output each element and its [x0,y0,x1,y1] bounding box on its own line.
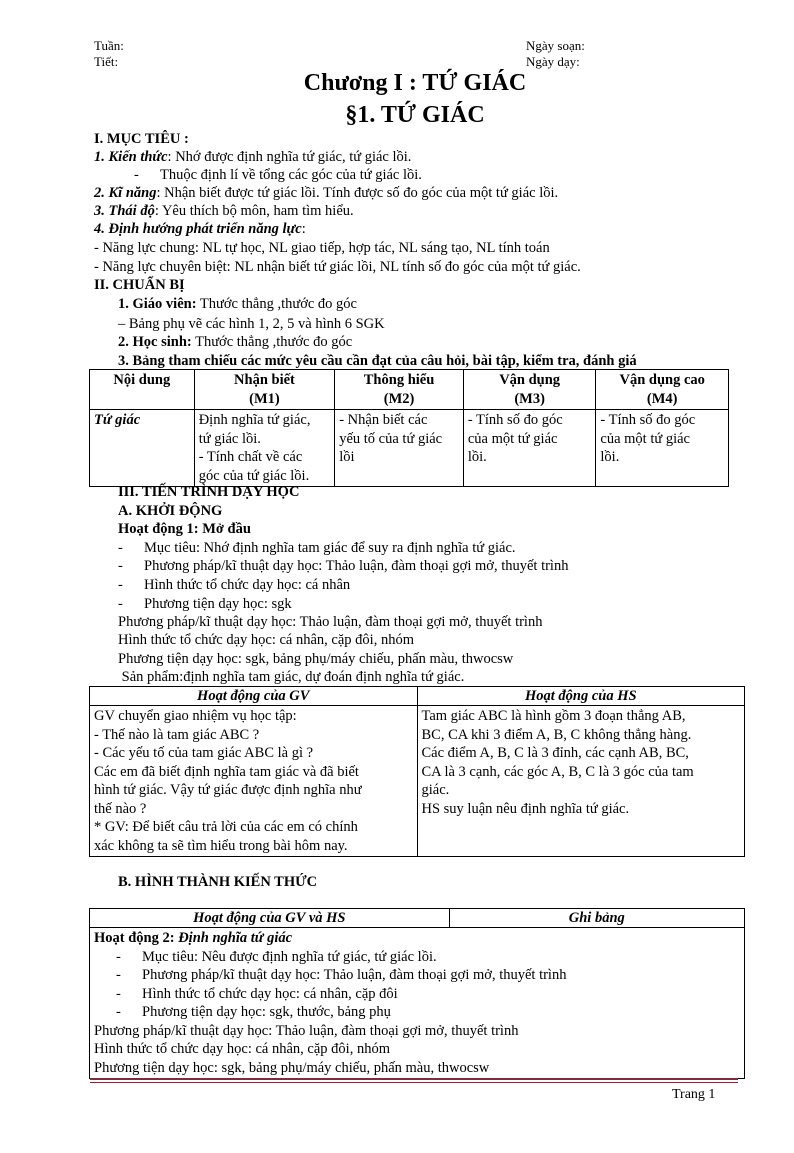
table-row [90,706,745,857]
gv-activity-cell: GV chuyển giao nhiệm vụ học tập: - Thế nào là tam giác ABC ? - Các yếu tố của tam giác ABC là gì ? Các em đã biết định nghĩa tam giác và đã biết hình tứ giác. Vậy tứ giác được định nghĩa như thế nào ? * GV: Để biết câu trả lời của các em có chính xác không ta sẽ tìm hiểu trong bài hôm nay. [90,706,418,857]
section-title: §1. TỨ GIÁC [345,102,485,128]
list-item: - Phương pháp/kĩ thuật dạy học: Thảo luận, đàm thoại gợi mở, thuyết trình [116,967,567,983]
reference-table [89,369,729,487]
competency-label: 4. Định hướng phát triển năng lực [94,221,302,237]
col-m4-header: Vận dụng cao (M4) [596,370,729,410]
attitude-label: 3. Thái độ [94,203,155,219]
knowledge-formation-heading: B. HÌNH THÀNH KIẾN THỨC [118,874,318,890]
plain-line: Phương pháp/kĩ thuật dạy học: Thảo luận, đàm thoại gợi mở, thuyết trình [94,1022,519,1039]
knowledge-sub: - Thuộc định lí về tổng các góc của tứ giác lồi. [134,167,422,183]
list-item: - Hình thức tổ chức dạy học: cá nhân [118,577,351,593]
footer-divider [90,1078,738,1080]
activity2-cell [90,928,745,1079]
activity1-heading: Hoạt động 1: Mở đầu [118,521,251,537]
student-text: Thước thẳng ,thước đo góc [191,334,353,350]
teacher-prep [118,295,357,313]
gvhs-activity-header: Hoạt động của GV và HS [90,909,450,928]
attitude-line [94,202,354,220]
plain-line: Hình thức tổ chức dạy học: cá nhân, cặp đôi, nhóm [118,632,414,648]
general-competency: - Năng lực chung: NL tự học, NL giao tiếp, hợp tác, NL sáng tạo, NL tính toán [94,240,550,256]
skill-label: 2. Kĩ năng [94,185,157,201]
activity2-label: Hoạt động 2: [94,930,179,946]
cell-m4: - Tính số đo góc của một tứ giác lồi. [596,410,729,487]
hs-activity-cell: Tam giác ABC là hình gồm 3 đoạn thẳng AB, BC, CA khi 3 điểm A, B, C không thẳng hàng. Các điểm A, B, C là 3 đỉnh, các cạnh AB, BC, CA là 3 cạnh, các góc A, B, C là 3 góc của tam giác. HS suy luận nêu định nghĩa tứ giác. [417,706,745,857]
col-content-header: Nội dung [90,370,195,410]
list-item: - Phương tiện dạy học: sgk [118,596,292,612]
list-item: - Mục tiêu: Nêu được định nghĩa tứ giác, tứ giác lồi. [116,948,437,965]
knowledge-line [94,148,411,166]
knowledge-sub-text: Thuộc định lí về tổng các góc của tứ giác lồi. [160,167,422,183]
teacher-label: 1. Giáo viên: [118,296,197,312]
preparation-heading: II. CHUẨN BỊ [94,277,185,293]
knowledge-table [89,908,745,1079]
teacher-prep-sub: – Bảng phụ vẽ các hình 1, 2, 5 và hình 6 SGK [118,316,385,332]
knowledge-label: 1. Kiến thức [94,149,168,165]
gv-activity-header: Hoạt động của GV [90,687,418,706]
plain-line: Phương pháp/kĩ thuật dạy học: Thảo luận, đàm thoại gợi mở, thuyết trình [118,614,543,630]
teacher-text: Thước thẳng ,thước đo góc [196,296,357,312]
table-row [90,928,745,1079]
objectives-heading: I. MỤC TIÊU : [94,131,189,147]
hs-activity-header: Hoạt động của HS [417,687,745,706]
attitude-text: : Yêu thích bộ môn, ham tìm hiểu. [154,203,354,219]
list-item: - Mục tiêu: Nhớ định nghĩa tam giác để suy ra định nghĩa tứ giác. [118,540,516,556]
list-item: - Phương pháp/kĩ thuật dạy học: Thảo luận, đàm thoại gợi mở, thuyết trình [118,558,569,574]
plain-line: Phương tiện dạy học: sgk, bảng phụ/máy chiếu, phấn màu, thwocsw [118,651,514,667]
competency-colon: : [301,221,306,237]
activity2-title: Định nghĩa tứ giác [178,930,293,946]
student-label: 2. Học sinh: [118,334,192,350]
board-notes-header: Ghi bảng [449,909,744,928]
cell-content: Tứ giác [90,410,195,487]
cell-m1: Định nghĩa tứ giác, tứ giác lồi. - Tính chất về các góc của tứ giác lồi. [194,410,335,487]
period-label: Tiết: [94,54,119,69]
list-item: - Hình thức tổ chức dạy học: cá nhân, cặp đôi [116,985,398,1002]
skill-text: : Nhận biết được tứ giác lồi. Tính được số đo góc của một tứ giác lồi. [156,185,559,201]
plain-line: Hình thức tổ chức dạy học: cá nhân, cặp đôi, nhóm [94,1041,390,1057]
week-label: Tuần: [94,38,124,53]
prep-date-label: Ngày soạn: [526,38,585,53]
cell-m2: - Nhận biết các yếu tố của tứ giác lồi [335,410,464,487]
reference-table-heading: 3. Bảng tham chiếu các mức yêu cầu cần đạt của câu hỏi, bài tập, kiểm tra, đánh giá [118,353,637,369]
startup-heading: A. KHỞI ĐỘNG [118,503,223,519]
col-m3-header: Vận dụng (M3) [463,370,596,410]
plain-line: Phương tiện dạy học: sgk, bảng phụ/máy chiếu, phấn màu, thwocsw [94,1059,490,1076]
page-number: Trang 1 [672,1087,716,1102]
process-heading: III. TIẾN TRÌNH DẠY HỌC [118,484,300,500]
col-m1-header: Nhận biết (M1) [194,370,335,410]
product-line: Sản phẩm:định nghĩa tam giác, dự đoán định nghĩa tứ giác. [118,669,465,685]
competency-line [94,220,306,238]
knowledge-text: : Nhớ được định nghĩa tứ giác, tứ giác lồi. [167,149,412,165]
table-row [90,410,729,487]
skill-line [94,184,558,202]
chapter-title: Chương I : TỨ GIÁC [303,70,527,96]
cell-m3: - Tính số đo góc của một tứ giác lồi. [463,410,596,487]
col-m2-header: Thông hiểu (M2) [335,370,464,410]
footer-divider-thin [90,1082,738,1083]
student-prep [118,333,352,351]
activity-table [89,686,745,857]
specific-competency: - Năng lực chuyên biệt: NL nhận biết tứ giác lồi, NL tính số đo góc của một tứ giác. [94,259,581,275]
list-item: - Phương tiện dạy học: sgk, thước, bảng phụ [116,1004,391,1020]
teach-date-label: Ngày dạy: [526,54,580,69]
